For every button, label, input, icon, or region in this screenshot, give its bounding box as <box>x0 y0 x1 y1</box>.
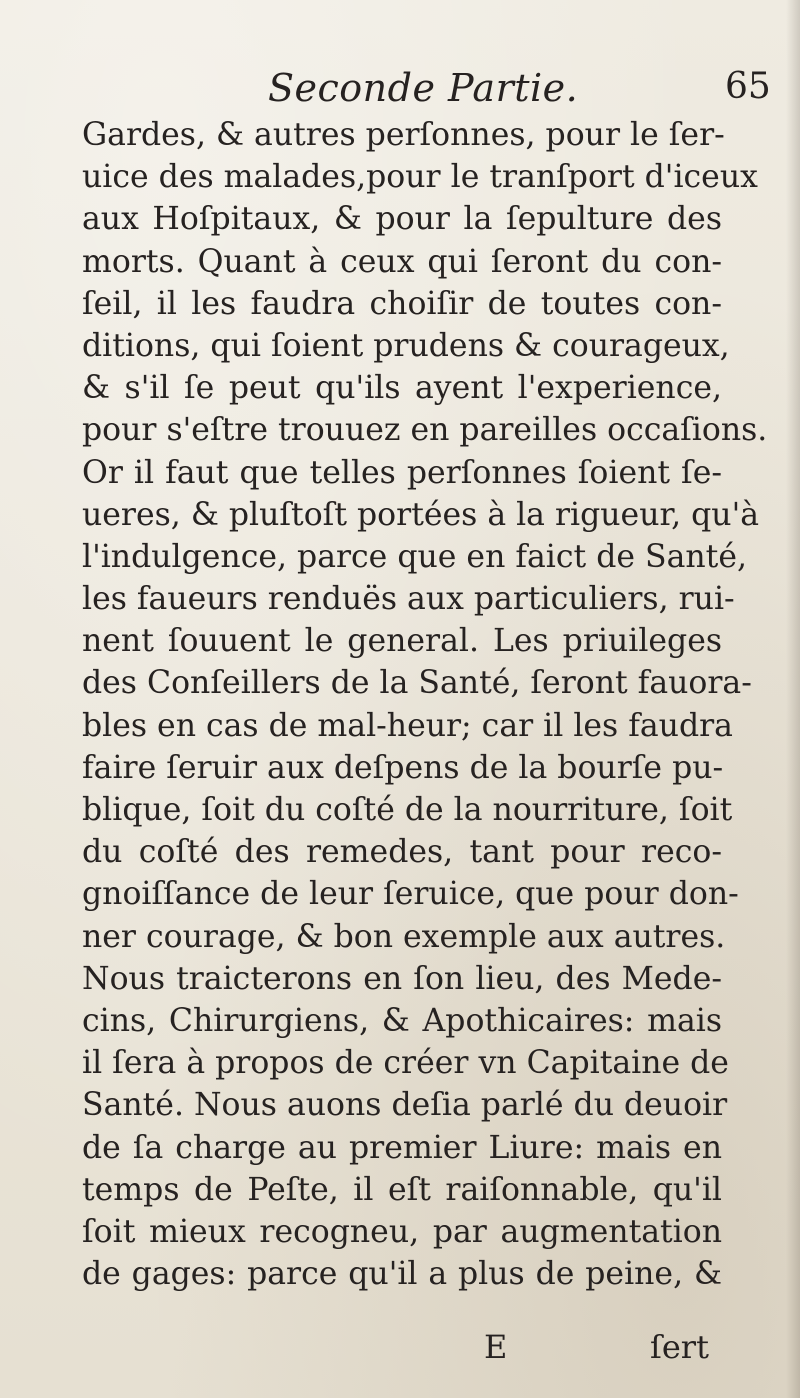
text-line: du coſté des remedes, tant pour reco- <box>82 834 722 871</box>
text-line: Gardes, & autres perſonnes, pour le ſer- <box>82 117 725 153</box>
text-line: nent ſouuent le general. Les priuileges <box>82 623 722 660</box>
text-line: uice des malades,pour le tranſport d'iceux <box>82 159 758 196</box>
text-line: il ſera à propos de créer vn Capitaine de <box>82 1045 729 1082</box>
text-line: l'indulgence, parce que en faict de Santé, <box>82 538 747 575</box>
text-line: de ſa charge au premier Liure: mais en <box>82 1129 722 1166</box>
text-line: & s'il ſe peut qu'ils ayent l'experience, <box>82 370 722 407</box>
text-line: ſeil, il les faudra choiſir de toutes con- <box>82 285 722 322</box>
text-line: pour s'eſtre trouuez en pareilles occaſions. <box>82 412 768 449</box>
text-line: Nous traicterons en ſon lieu, des Mede- <box>82 960 722 997</box>
text-line: morts. Quant à ceux qui ſeront du con- <box>82 243 722 280</box>
page-footer <box>0 1328 800 1392</box>
page-number: 65 <box>725 66 771 107</box>
text-line: blique, ſoit du coſté de la nourriture, ſoit <box>82 792 733 828</box>
text-line: ſoit mieux recogneu, par augmentation <box>82 1213 722 1250</box>
text-line: ner courage, & bon exemple aux autres. <box>82 918 726 955</box>
text-line: Or il faut que telles perſonnes ſoient ſe- <box>82 454 722 491</box>
text-line: aux Hoſpitaux, & pour la ſepulture des <box>82 201 722 238</box>
page-edge-shadow <box>786 0 800 1398</box>
text-line: bles en cas de mal-heur; car il les faudra <box>82 707 733 744</box>
text-line: gnoiſſance de leur ſeruice, que pour don- <box>82 876 739 913</box>
text-line: ditions, qui ſoient prudens & courageux, <box>82 327 730 364</box>
signature-mark: E <box>484 1328 508 1366</box>
body-text <box>82 114 768 1295</box>
text-line: les faueurs renduës aux particuliers, rui- <box>82 581 735 618</box>
running-head: Seconde Partie. <box>268 66 579 110</box>
text-line: cins, Chirurgiens, & Apothicaires: mais <box>82 1002 722 1039</box>
text-line: Santé. Nous auons deſia parlé du deuoir <box>82 1087 728 1124</box>
catchword: ſert <box>650 1328 709 1366</box>
text-line: faire ſeruir aux deſpens de la bourſe pu- <box>82 749 724 786</box>
text-line: temps de Peſte, il eſt raiſonnable, qu'il <box>82 1171 722 1208</box>
text-line: de gages: parce qu'il a plus de peine, & <box>82 1256 722 1293</box>
text-line: ueres, & pluſtoſt portées à la rigueur, qu'à <box>82 496 760 533</box>
text-line: des Conſeillers de la Santé, ſeront fauora- <box>82 665 752 702</box>
page-header <box>0 66 800 114</box>
